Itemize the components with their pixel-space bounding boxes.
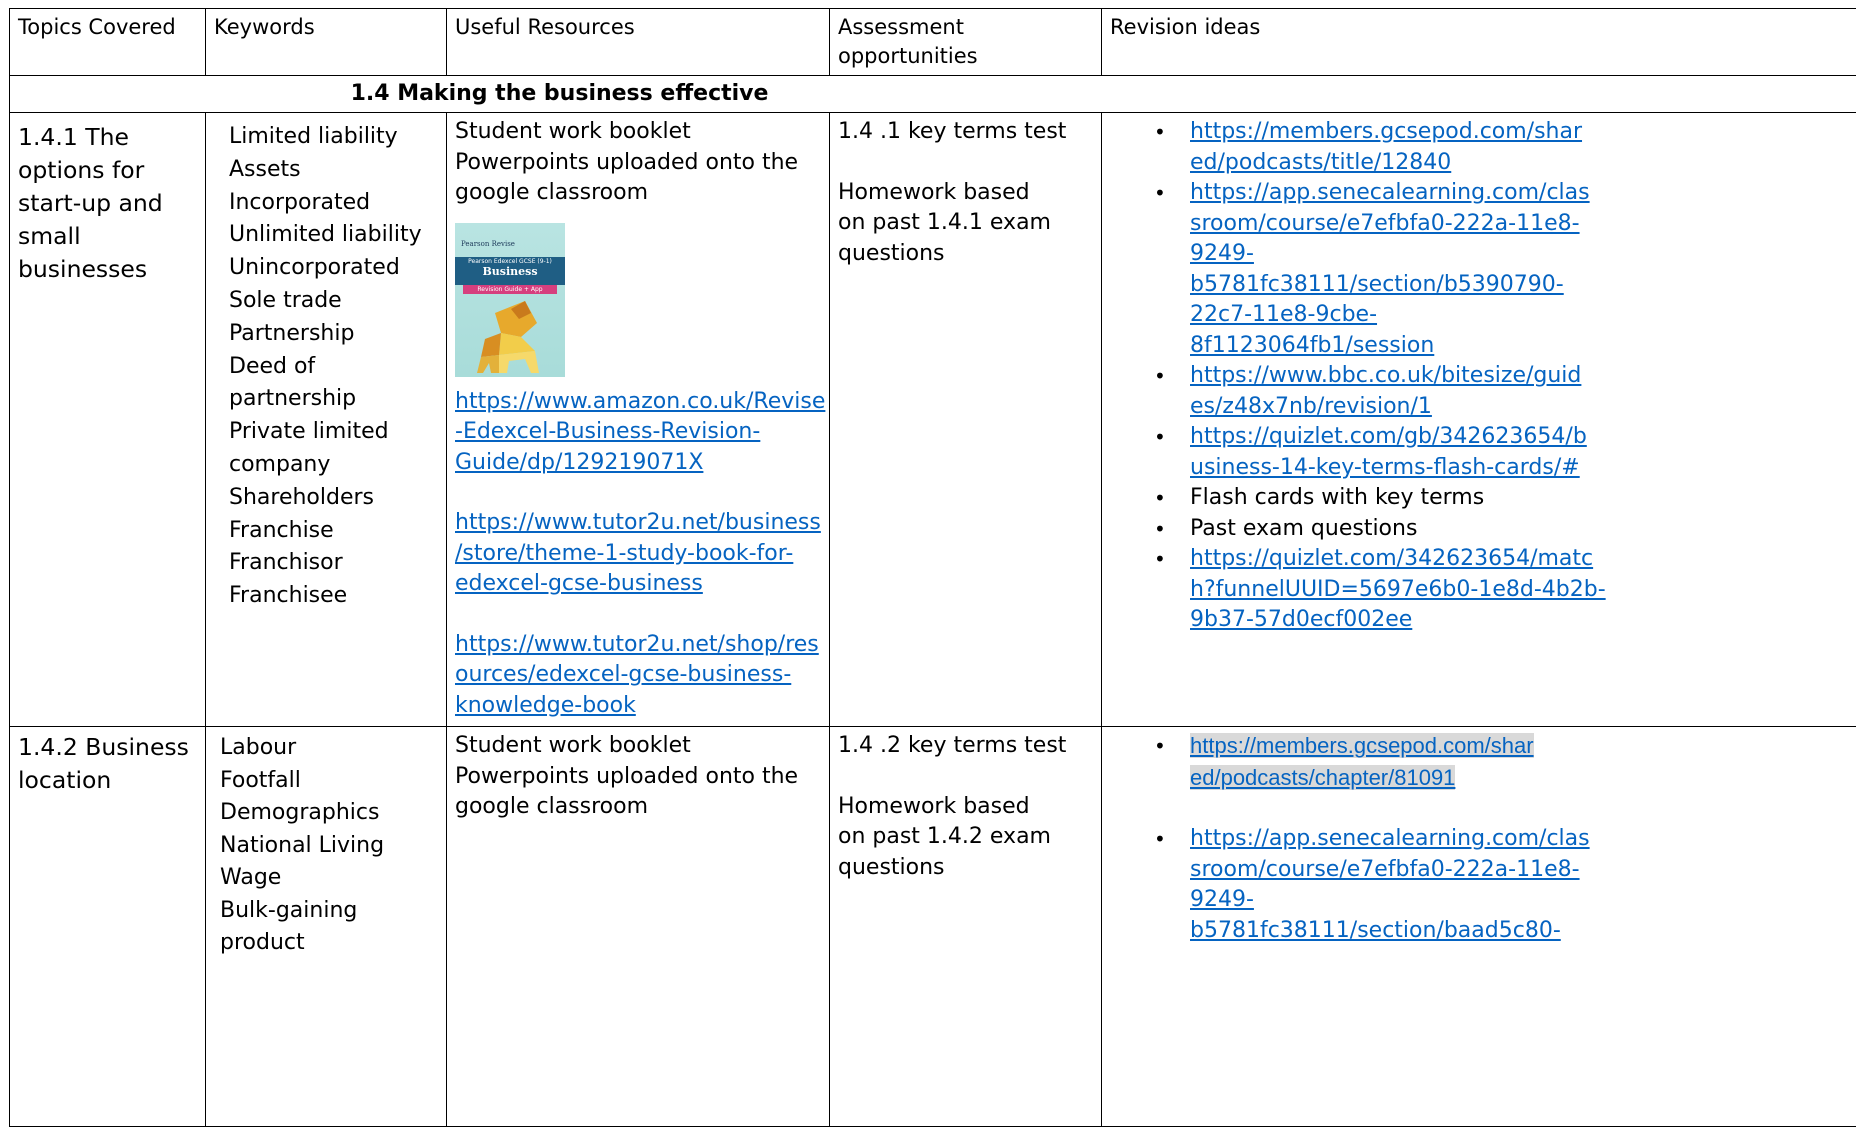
- revision-text-item: [1102, 514, 1856, 545]
- revision-line: usiness-14-key-terms-flash-cards/#: [1190, 453, 1856, 484]
- keyword-item: Unincorporated: [229, 252, 446, 285]
- keyword-item: Bulk-gaining product: [220, 895, 436, 960]
- revision-line: 22c7-11e8-9cbe-: [1190, 300, 1856, 331]
- revision-link-item[interactable]: [1102, 117, 1856, 178]
- assessment-test: 1.4 .2 key terms test: [838, 731, 1097, 762]
- revision-line: https://members.gcsepod.com/shar: [1190, 733, 1534, 758]
- header-resources: Useful Resources: [447, 9, 830, 76]
- revision-line: • https://members.gcsepod.com/shar: [1190, 117, 1856, 148]
- keyword-item: Private limited company: [229, 416, 446, 482]
- keyword-item: National Living Wage: [220, 830, 436, 895]
- revision-line: h?funnelUUID=5697e6b0-1e8d-4b2b-: [1190, 575, 1856, 606]
- revision-link-item[interactable]: [1102, 178, 1856, 361]
- resources-cell: [447, 113, 830, 727]
- revision-list: [1102, 731, 1856, 946]
- keyword-item: Unlimited liability: [229, 219, 446, 252]
- assessment-homework: Homework based on past 1.4.1 exam questions: [838, 178, 1097, 270]
- header-keywords: Keywords: [206, 9, 447, 76]
- revision-line: 9249-: [1190, 885, 1856, 916]
- keywords-list: [229, 121, 446, 613]
- revision-plan-table: [9, 8, 1856, 1127]
- section-row: [10, 76, 1856, 113]
- book-cover-image: [455, 223, 565, 377]
- resource-links: [455, 387, 825, 722]
- keyword-item: Assets: [229, 154, 446, 187]
- revision-cell: [1102, 113, 1856, 727]
- lion-illustration: [455, 293, 565, 377]
- keywords-cell: [206, 113, 447, 727]
- resource-link-line: edexcel-gcse-business: [455, 569, 825, 600]
- revision-line: • https://www.bbc.co.uk/bitesize/guid: [1190, 361, 1856, 392]
- resource-link-line: https://www.tutor2u.net/shop/res: [455, 630, 825, 661]
- keyword-item: Franchisee: [229, 580, 446, 613]
- revision-line: 8f1123064fb1/session: [1190, 331, 1856, 362]
- topic-cell: 1.4.2 Business location: [10, 727, 206, 1127]
- revision-line: ed/podcasts/title/12840: [1190, 148, 1856, 179]
- keyword-item: Footfall: [220, 765, 436, 798]
- keyword-item: Labour: [220, 732, 436, 765]
- keyword-item: Limited liability: [229, 121, 446, 154]
- resource-link[interactable]: [455, 387, 825, 479]
- table-row-1-4-1: [10, 113, 1856, 727]
- revision-link-item[interactable]: [1102, 544, 1856, 636]
- keyword-item: Franchisor: [229, 547, 446, 580]
- resource-link-line: ources/edexcel-gcse-business-: [455, 660, 825, 691]
- keyword-item: Demographics: [220, 797, 436, 830]
- keyword-item: Sole trade: [229, 285, 446, 318]
- section-title: 1.4 Making the business effective: [10, 76, 1856, 113]
- assessment-cell: [830, 113, 1102, 727]
- resource-link-line: /store/theme-1-study-book-for-: [455, 539, 825, 570]
- revision-line: 9b37-57d0ecf002ee: [1190, 605, 1856, 636]
- revision-line: b5781fc38111/section/baad5c80-: [1190, 916, 1856, 947]
- header-assessment: Assessment opportunities: [830, 9, 1102, 76]
- revision-line: • Flash cards with key terms: [1190, 483, 1856, 514]
- topic-cell: 1.4.1 The options for start-up and small businesses: [10, 113, 206, 727]
- header-topics: Topics Covered: [10, 9, 206, 76]
- resource-link-line: knowledge-book: [455, 691, 825, 722]
- assessment-test: 1.4 .1 key terms test: [838, 117, 1097, 148]
- keyword-item: Incorporated: [229, 187, 446, 220]
- revision-link-item[interactable]: [1102, 422, 1856, 483]
- revision-line: • https://quizlet.com/gb/342623654/b: [1190, 422, 1856, 453]
- revision-line: • https://app.senecalearning.com/clas: [1190, 178, 1856, 209]
- keyword-item: Partnership: [229, 318, 446, 351]
- revision-link-item[interactable]: [1102, 361, 1856, 422]
- resource-link-line: https://www.amazon.co.uk/Revise: [455, 387, 825, 418]
- revision-text-item: [1102, 483, 1856, 514]
- table-row-1-4-2: [10, 727, 1856, 1127]
- book-subtitle: Revision Guide + App: [463, 285, 557, 294]
- assessment-cell: [830, 727, 1102, 1127]
- revision-line: • https://quizlet.com/342623654/matc: [1190, 544, 1856, 575]
- resource-link[interactable]: [455, 508, 825, 600]
- keywords-cell: [206, 727, 447, 1127]
- keyword-item: Franchise: [229, 515, 446, 548]
- revision-link-item[interactable]: [1102, 824, 1856, 946]
- keywords-list: [220, 732, 446, 960]
- book-title: Business: [455, 266, 565, 278]
- header-row: [10, 9, 1856, 76]
- revision-line: ed/podcasts/chapter/81091: [1190, 765, 1455, 790]
- revision-line: b5781fc38111/section/b5390790-: [1190, 270, 1856, 301]
- resource-link-line: Guide/dp/129219071X: [455, 448, 825, 479]
- revision-cell: [1102, 727, 1856, 1127]
- revision-line: sroom/course/e7efbfa0-222a-11e8-: [1190, 209, 1856, 240]
- resource-powerpoints: Powerpoints uploaded onto the google classroom: [455, 762, 825, 823]
- header-revision: Revision ideas: [1102, 9, 1856, 76]
- revision-line: 9249-: [1190, 239, 1856, 270]
- revision-list: [1102, 117, 1856, 636]
- revision-line: sroom/course/e7efbfa0-222a-11e8-: [1190, 855, 1856, 886]
- resource-powerpoints: Powerpoints uploaded onto the google classroom: [455, 148, 825, 209]
- revision-line: • https://app.senecalearning.com/clas: [1190, 824, 1856, 855]
- resource-booklet: Student work booklet: [455, 117, 825, 148]
- resource-link[interactable]: [455, 630, 825, 722]
- keyword-item: Deed of partnership: [229, 351, 446, 417]
- revision-link-item[interactable]: [1102, 731, 1856, 794]
- revision-line: • Past exam questions: [1190, 514, 1856, 545]
- keyword-item: Shareholders: [229, 482, 446, 515]
- resource-link-line: https://www.tutor2u.net/business: [455, 508, 825, 539]
- book-series: Pearson Edexcel GCSE (9-1): [455, 258, 565, 266]
- revision-line: es/z48x7nb/revision/1: [1190, 392, 1856, 423]
- resource-booklet: Student work booklet: [455, 731, 825, 762]
- book-title-band: [455, 257, 565, 285]
- book-publisher: Pearson Revise: [461, 229, 515, 260]
- resource-link-line: -Edexcel-Business-Revision-: [455, 417, 825, 448]
- resources-cell: [447, 727, 830, 1127]
- assessment-homework: Homework based on past 1.4.2 exam questions: [838, 792, 1097, 884]
